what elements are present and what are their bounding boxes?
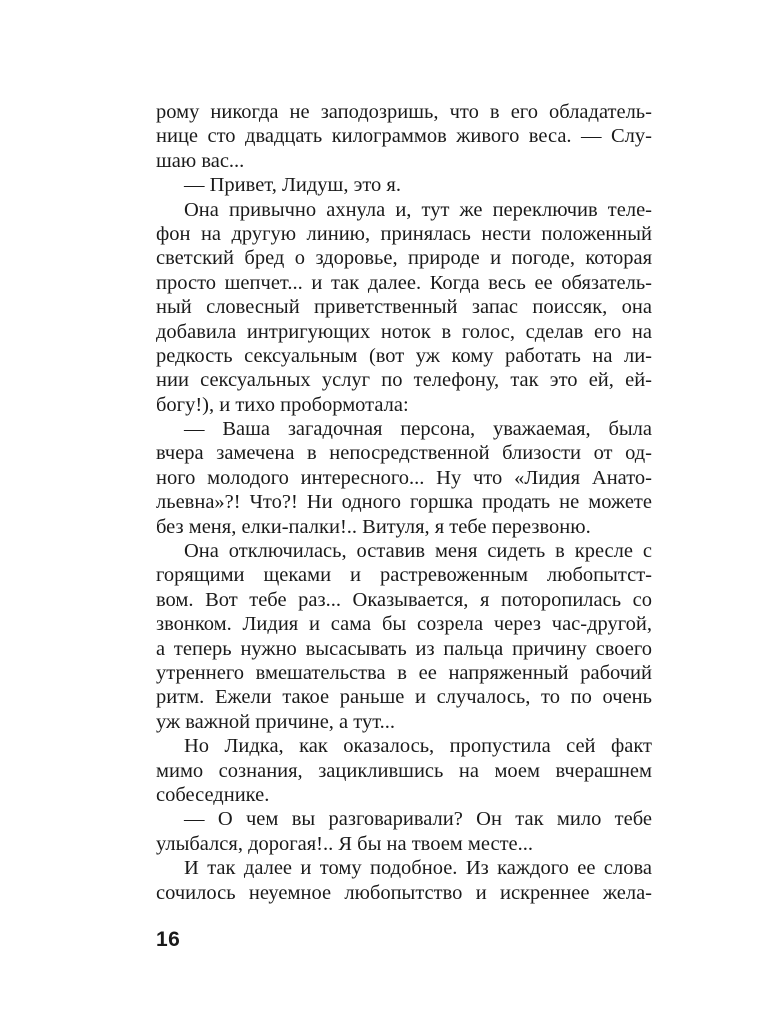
text-line: — О чем вы разговаривали? Он так мило тебе (184, 808, 652, 831)
text-line: Но Лидка, как оказалось, пропустила сей факт (184, 735, 652, 758)
text-line: а теперь нужно высасывать из пальца причину своего (156, 637, 652, 660)
text-line: богу!), и тихо пробормотала: (156, 393, 409, 416)
text-line: фон на другую линию, принялась нести положенный (156, 222, 652, 245)
page-number: 16 (156, 928, 181, 951)
text-line: звонком. Лидия и сама бы созрела через час-другой, (156, 613, 652, 636)
text-line: нице сто двадцать килограммов живого веса. — Слу- (156, 125, 652, 148)
text-line: ритм. Ежели такое раньше и случалось, то по очень (156, 686, 652, 709)
text-line: И так далее и тому подобное. Из каждого ее слова (184, 857, 652, 880)
text-line: горящими щеками и растревоженным любопытст- (156, 564, 652, 587)
text-line: без меня, елки-палки!.. Витуля, я тебе перезвоню. (156, 515, 591, 538)
text-line: мимо сознания, зациклившись на моем вчерашнем (156, 759, 652, 782)
text-line: рому никогда не заподозришь, что в его обладатель- (156, 101, 652, 123)
text-line: добавила интригующих ноток в голос, сделав его на (156, 320, 652, 343)
text-line: ный словесный приветственный запас поиссяк, она (156, 296, 652, 319)
text-line: — Привет, Лидуш, это я. (184, 174, 401, 197)
text-line: утреннего вмешательства в ее напряженный рабочий (156, 661, 652, 684)
text-line: собеседнике. (156, 783, 270, 806)
text-line: льевна»?! Что?! Ни одного горшка продать не можете (156, 491, 652, 514)
text-line: редкость сексуальным (вот уж кому работать на ли- (156, 344, 652, 367)
text-line: сочилось неуемное любопытство и искреннее жела- (156, 881, 652, 904)
text-line: вом. Вот тебе раз... Оказывается, я поторопилась со (156, 588, 652, 611)
text-line: ного молодого интересного... Ну что «Лидия Анато- (156, 466, 652, 489)
text-line: — Ваша загадочная персона, уважаемая, была (184, 418, 652, 441)
text-line: улыбался, дорогая!.. Я бы на твоем месте... (156, 832, 534, 855)
text-line: вчера замечена в непосредственной близости от од- (156, 442, 652, 465)
text-line: уж важной причине, а тут... (156, 710, 396, 733)
text-line: шаю вас... (156, 149, 245, 172)
text-line: просто шепчет... и так далее. Когда весь ее обязатель- (156, 271, 652, 294)
text-line: Она отключилась, оставив меня сидеть в кресле с (184, 540, 652, 563)
text-line: Она привычно ахнула и, тут же переключив теле- (184, 198, 652, 221)
text-line: нии сексуальных услуг по телефону, так это ей, ей- (156, 369, 652, 392)
text-line: светский бред о здоровье, природе и погоде, которая (156, 247, 652, 270)
body-text (156, 100, 652, 905)
